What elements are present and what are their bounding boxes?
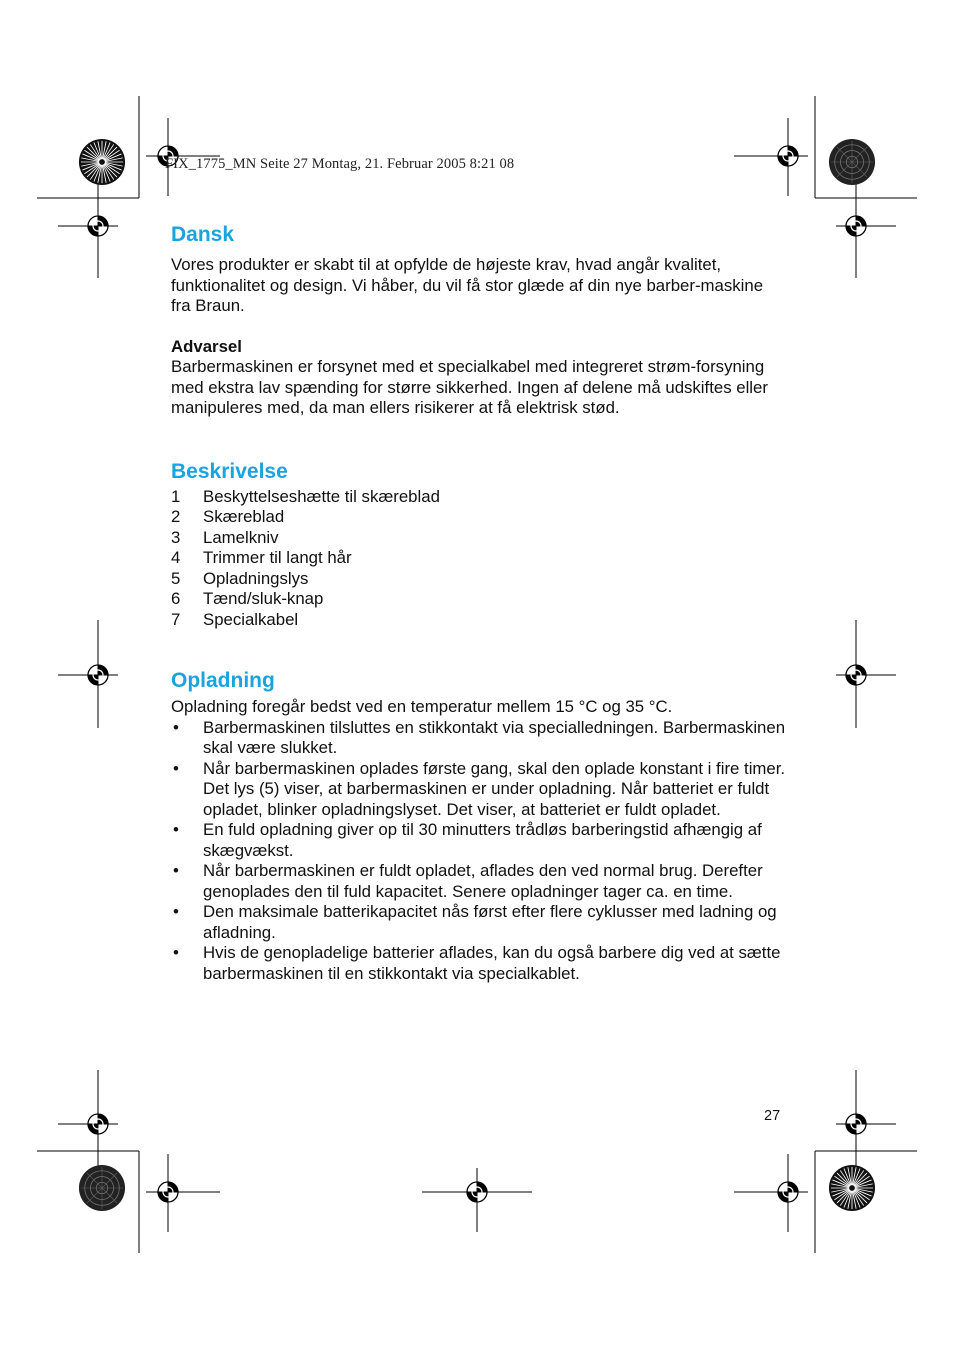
list-item — [171, 820, 786, 861]
item-number: 6 — [171, 589, 181, 608]
bullet-text: Når barbermaskinen er fuldt opladet, aflades den ved normal brug. Derefter genoplades den til fuld kapacitet. Senere opladninger tager ca. en time. — [203, 861, 763, 901]
item-text: Beskyttelseshætte til skæreblad — [203, 486, 440, 506]
list-item — [171, 548, 786, 569]
list-item — [171, 589, 786, 610]
item-text: Specialkabel — [203, 609, 299, 629]
item-number: 5 — [171, 568, 181, 588]
bullet-mark: • — [173, 758, 179, 778]
charging-bullets — [171, 718, 786, 985]
list-item — [171, 528, 786, 549]
bullet-text: Barbermaskinen tilsluttes en stikkontakt via specialledningen. Barbermaskinen skal være slukket. — [203, 717, 786, 757]
bullet-text: Den maksimale batterikapacitet nås først efter flere cyklusser med ladning og afladning. — [203, 902, 777, 942]
item-text: Skæreblad — [203, 507, 285, 526]
list-item — [171, 861, 786, 902]
list-item — [171, 718, 786, 759]
section-title-dansk: Dansk — [171, 223, 235, 246]
bullet-text: Hvis de genopladelige batterier aflades, kan du også barbere dig ved at sætte barbermaskinen til en stikkontakt via specialkablet. — [203, 943, 781, 983]
item-text: Lamelkniv — [203, 527, 279, 547]
bullet-text: En fuld opladning giver op til 30 minutters trådløs barberingstid afhængig af skægvækst. — [203, 820, 762, 860]
bullet-mark: • — [173, 943, 179, 962]
warning-paragraph: Barbermaskinen er forsynet med et specialkabel med integreret strøm-forsyning med ekstra lav spænding for større sikkerhed. Ingen af delene må udskiftes eller manipuleres med, da man ellers risikerer at få elektrisk stød. — [171, 357, 768, 417]
charging-intro: Opladning foregår bedst ved en temperatur mellem 15 °C og 35 °C. — [171, 697, 673, 716]
list-item — [171, 902, 786, 943]
item-text: Tænd/sluk-knap — [203, 589, 324, 608]
list-item — [171, 610, 786, 631]
list-item — [171, 943, 786, 984]
item-number: 1 — [171, 486, 181, 506]
item-number: 3 — [171, 527, 181, 547]
page-number: 27 — [764, 1108, 781, 1124]
intro-paragraph: Vores produkter er skabt til at opfylde de højeste krav, hvad angår kvalitet, funktionalitet og design. Vi håber, du vil få stor glæde af din nye barber-maskine fra Braun. — [171, 255, 764, 315]
parts-list — [171, 487, 786, 631]
item-text: Opladningslys — [203, 568, 309, 588]
section-title-beskrivelse: Beskrivelse — [171, 459, 288, 483]
bullet-text: Når barbermaskinen oplades første gang, skal den oplade konstant i fire timer. Det lys (5) viser, at barbermaskinen er under opladning. Når batteriet er fuldt opladet, blinker opladningslyset. Det viser, at batteriet er fuldt opladet. — [203, 758, 786, 819]
list-item — [171, 759, 786, 821]
bullet-mark: • — [173, 820, 179, 839]
warning-title: Advarsel — [171, 336, 242, 356]
bullet-mark: • — [173, 861, 179, 880]
item-number: 7 — [171, 609, 181, 629]
item-number: 4 — [171, 548, 181, 567]
list-item — [171, 569, 786, 590]
bullet-mark: • — [173, 717, 179, 737]
item-number: 2 — [171, 507, 181, 526]
bullet-mark: • — [173, 902, 179, 921]
list-item — [171, 487, 786, 508]
item-text: Trimmer til langt hår — [203, 548, 352, 567]
list-item — [171, 507, 786, 528]
print-slug: FIX_1775_MN Seite 27 Montag, 21. Februar 2005 8:21 08 — [165, 156, 515, 172]
main-content — [171, 222, 786, 984]
section-title-opladning: Opladning — [171, 669, 275, 692]
